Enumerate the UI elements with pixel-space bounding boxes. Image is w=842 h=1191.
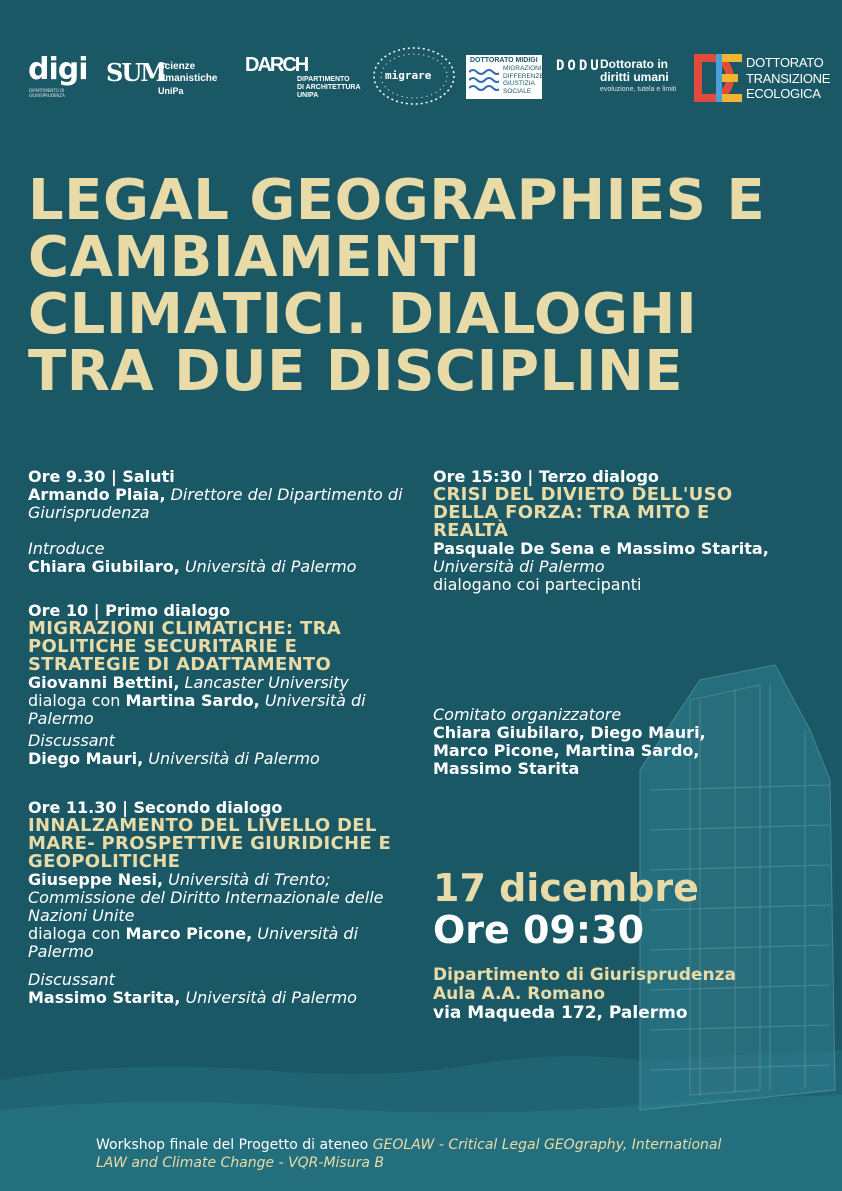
- session-saluti: [28, 468, 408, 576]
- midigi-line3: GIUSTIZIA: [503, 80, 535, 87]
- discussant-line: [28, 750, 413, 768]
- midigi-logo-title: DOTTORATO MIDIGI: [470, 57, 538, 64]
- dodu-logo-text: [600, 58, 669, 84]
- digi-logo-subtitle: DIPARTIMENTO DI GIURISPRUDENZA: [29, 88, 65, 98]
- event-time: Ore 09:30: [433, 908, 645, 952]
- speaker-line: [28, 674, 413, 692]
- partner-name: Martina Sardo,: [125, 691, 260, 710]
- darch-line3: UNIPA: [297, 92, 319, 99]
- event-venue: [433, 966, 736, 1023]
- dte-logo-text: [746, 55, 830, 102]
- footer-prefix: Workshop finale del Progetto di ateneo: [96, 1137, 369, 1153]
- sum-logo-line1: Scienze: [158, 61, 196, 72]
- page-title: LEGAL GEOGRAPHIES E CAMBIAMENTI CLIMATICI. DIALOGHI TRA DUE DISCIPLINE: [28, 168, 766, 404]
- discussant-line: [28, 989, 393, 1007]
- midigi-line4: SOCIALE: [503, 87, 532, 95]
- speaker-affiliation: Università di Trento; Commissione del Diritto Internazionale delle Nazioni Unite: [28, 870, 384, 925]
- session-topic: INNALZAMENTO DEL LIVELLO DEL MARE- PROSPETTIVE GIURIDICHE E GEOPOLITICHE: [28, 815, 392, 872]
- speakers-affiliation: Università di Palermo: [433, 557, 605, 576]
- dte-line1: DOTTORATO: [746, 55, 824, 70]
- digi-logo: digi: [28, 52, 88, 87]
- migrare-logo: migrare: [385, 69, 432, 82]
- speaker-line: [28, 486, 408, 522]
- speaker-name: Armando Plaia,: [28, 485, 166, 504]
- dialogue-line: [28, 925, 393, 961]
- partner-affiliation: Università di Palermo: [28, 924, 359, 961]
- intro-label: Introduce: [28, 539, 105, 558]
- midigi-line2: DIFFERENZE: [503, 72, 544, 80]
- discussant-name: Diego Mauri,: [28, 749, 144, 768]
- speaker-affiliation: Lancaster University: [184, 673, 349, 692]
- sum-logo-text: [158, 61, 217, 85]
- darch-logo: DARCH: [245, 54, 308, 76]
- discussant-label: Discussant: [28, 970, 115, 989]
- dte-line3: ECOLOGICA: [746, 86, 821, 101]
- discussant-affiliation: Università di Palermo: [148, 749, 320, 768]
- footer-note: [96, 1136, 756, 1172]
- sum-logo: SUM: [106, 58, 165, 87]
- event-datetime: [433, 867, 699, 951]
- session-time: Ore 15:30 | Terzo dialogo: [433, 467, 659, 486]
- session-secondo: [28, 799, 393, 1007]
- session-time: Ore 9.30 | Saluti: [28, 467, 175, 486]
- session-time: Ore 10 | Primo dialogo: [28, 601, 231, 620]
- partner-affiliation: Università di Palermo: [28, 691, 366, 728]
- discussant-affiliation: Università di Palermo: [185, 988, 357, 1007]
- partner-name: Marco Picone,: [125, 924, 253, 943]
- speaker-line: [28, 871, 393, 925]
- dodu-logo-sub: evoluzione, tutela e limiti: [600, 86, 677, 93]
- darch-line2: DI ARCHITETTURA: [297, 84, 361, 91]
- dodu-logo: DODU: [556, 58, 602, 74]
- venue-department: Dipartimento di Giurisprudenza: [433, 965, 736, 985]
- event-date: 17 dicembre: [433, 866, 699, 910]
- session-topic: CRISI DEL DIVIETO DELL'USO DELLA FORZA: TRA MITO E REALTÀ: [433, 484, 733, 541]
- intro-affiliation: Università di Palermo: [184, 557, 357, 576]
- committee-line3: Massimo Starita: [433, 759, 580, 778]
- footer-project: GEOLAW - Critical Legal GEOgraphy, International LAW and Climate Change - VQR-Misura B: [96, 1137, 722, 1171]
- sum-logo-sub: UniPa: [158, 86, 184, 96]
- committee-line2: Marco Picone, Martina Sardo,: [433, 741, 700, 760]
- session-topic: MIGRAZIONI CLIMATICHE: TRA POLITICHE SECURITARIE E STRATEGIE DI ADATTAMENTO: [28, 618, 341, 675]
- midigi-line1: MIGRAZIONI: [503, 65, 542, 72]
- session-primo: [28, 602, 413, 768]
- dodu-line1: Dottorato in: [600, 57, 668, 71]
- dodu-line2: diritti umani: [600, 70, 669, 84]
- midigi-logo-lines: [503, 65, 544, 95]
- sum-logo-line2: Umanistiche: [158, 73, 218, 84]
- darch-logo-text: [297, 76, 361, 100]
- venue-room: Aula A.A. Romano: [433, 984, 605, 1004]
- dialoga-label: dialoga con: [28, 924, 121, 943]
- speaker-name: Giuseppe Nesi,: [28, 870, 164, 889]
- discussant-label: Discussant: [28, 731, 115, 750]
- dialoga-label: dialoga con: [28, 691, 121, 710]
- venue-address: via Maqueda 172, Palermo: [433, 1003, 688, 1023]
- committee-label: Comitato organizzatore: [433, 705, 622, 724]
- speakers-names: Pasquale De Sena e Massimo Starita,: [433, 539, 769, 558]
- speaker-role: Direttore del Dipartimento di Giurisprudenza: [28, 485, 403, 522]
- darch-line1: DIPARTIMENTO: [297, 76, 350, 83]
- discussant-name: Massimo Starita,: [28, 988, 181, 1007]
- waves-icon: [469, 66, 499, 98]
- session-time: Ore 11.30 | Secondo dialogo: [28, 798, 283, 817]
- session-terzo: [433, 468, 778, 594]
- session-note: dialogano coi partecipanti: [433, 575, 642, 594]
- intro-line: [28, 558, 408, 576]
- dte-logo-mark: [694, 54, 742, 102]
- dialogue-line: [28, 692, 413, 728]
- organizing-committee: [433, 706, 773, 778]
- speaker-name: Giovanni Bettini,: [28, 673, 180, 692]
- committee-line1: Chiara Giubilaro, Diego Mauri,: [433, 723, 706, 742]
- intro-name: Chiara Giubilaro,: [28, 557, 180, 576]
- dte-line2: TRANSIZIONE: [746, 70, 831, 86]
